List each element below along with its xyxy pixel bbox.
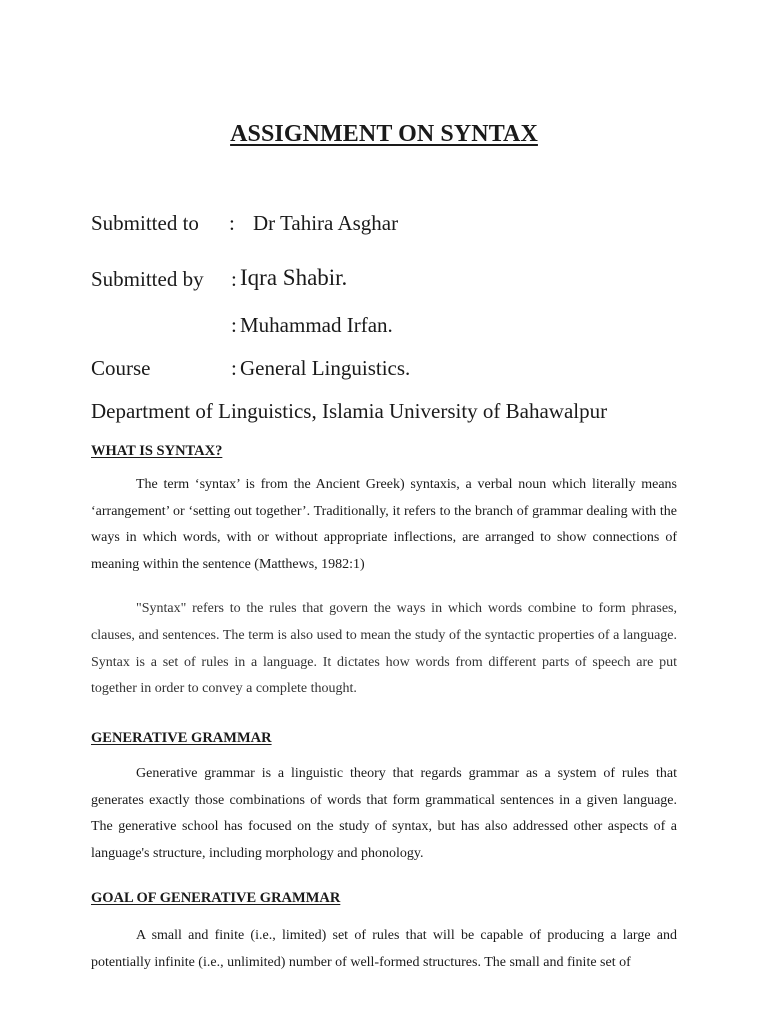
submitted-by-label: Submitted by — [91, 267, 204, 291]
course-value: General Linguistics. — [240, 356, 411, 380]
paragraph-generative-grammar: Generative grammar is a linguistic theory that regards grammar as a system of rules that generates exactly those combinations of words that form grammatical sentences in a given language. The generative school has focused on the study of syntax, but has also addressed other aspects of a language's structure, including morphology and phonology. — [91, 766, 677, 861]
paragraph-syntax-rules: "Syntax" refers to the rules that govern the ways in which words combine to form phrases, clauses, and sentences. The term is also used to mean the study of the syntactic properties of a language. Syntax is a set of rules in a language. It dictates how words from different parts of speech are put together in order to convey a complete thought. — [91, 601, 677, 697]
submitted-to-separator: : — [229, 211, 235, 235]
paragraph-goal: A small and finite (i.e., limited) set of rules that will be capable of producing a large and potentially infinite (i.e., unlimited) number of well-formed structures. The small and finite set of — [91, 928, 677, 970]
submitted-by-2-value: Muhammad Irfan. — [240, 313, 393, 337]
submitted-by-value: Iqra Shabir. — [240, 265, 348, 290]
document-title: ASSIGNMENT ON SYNTAX — [230, 121, 538, 147]
department-line: Department of Linguistics, Islamia University of Bahawalpur — [91, 399, 608, 423]
paragraph-syntax-definition: The term ‘syntax’ is from the Ancient Greek) syntaxis, a verbal noun which literally means ‘arrangement’ or ‘setting out together’. Traditionally, it refers to the branch of grammar dealing with the ways in which words, with or without appropriate inflections, are arranged to show connections of meaning within the sentence (Matthews, 1982:1) — [91, 477, 677, 572]
course-label: Course — [91, 356, 151, 380]
course-separator: : — [231, 356, 237, 380]
section-heading-what-is-syntax: WHAT IS SYNTAX? — [91, 443, 223, 459]
section-heading-generative-grammar: GENERATIVE GRAMMAR — [91, 730, 272, 746]
submitted-by-2-separator: : — [231, 313, 237, 337]
submitted-by-separator: : — [231, 267, 237, 291]
section-heading-goal-of-generative-grammar: GOAL OF GENERATIVE GRAMMAR — [91, 890, 341, 906]
submitted-to-value: Dr Tahira Asghar — [253, 211, 399, 235]
submitted-to-label: Submitted to — [91, 211, 199, 235]
